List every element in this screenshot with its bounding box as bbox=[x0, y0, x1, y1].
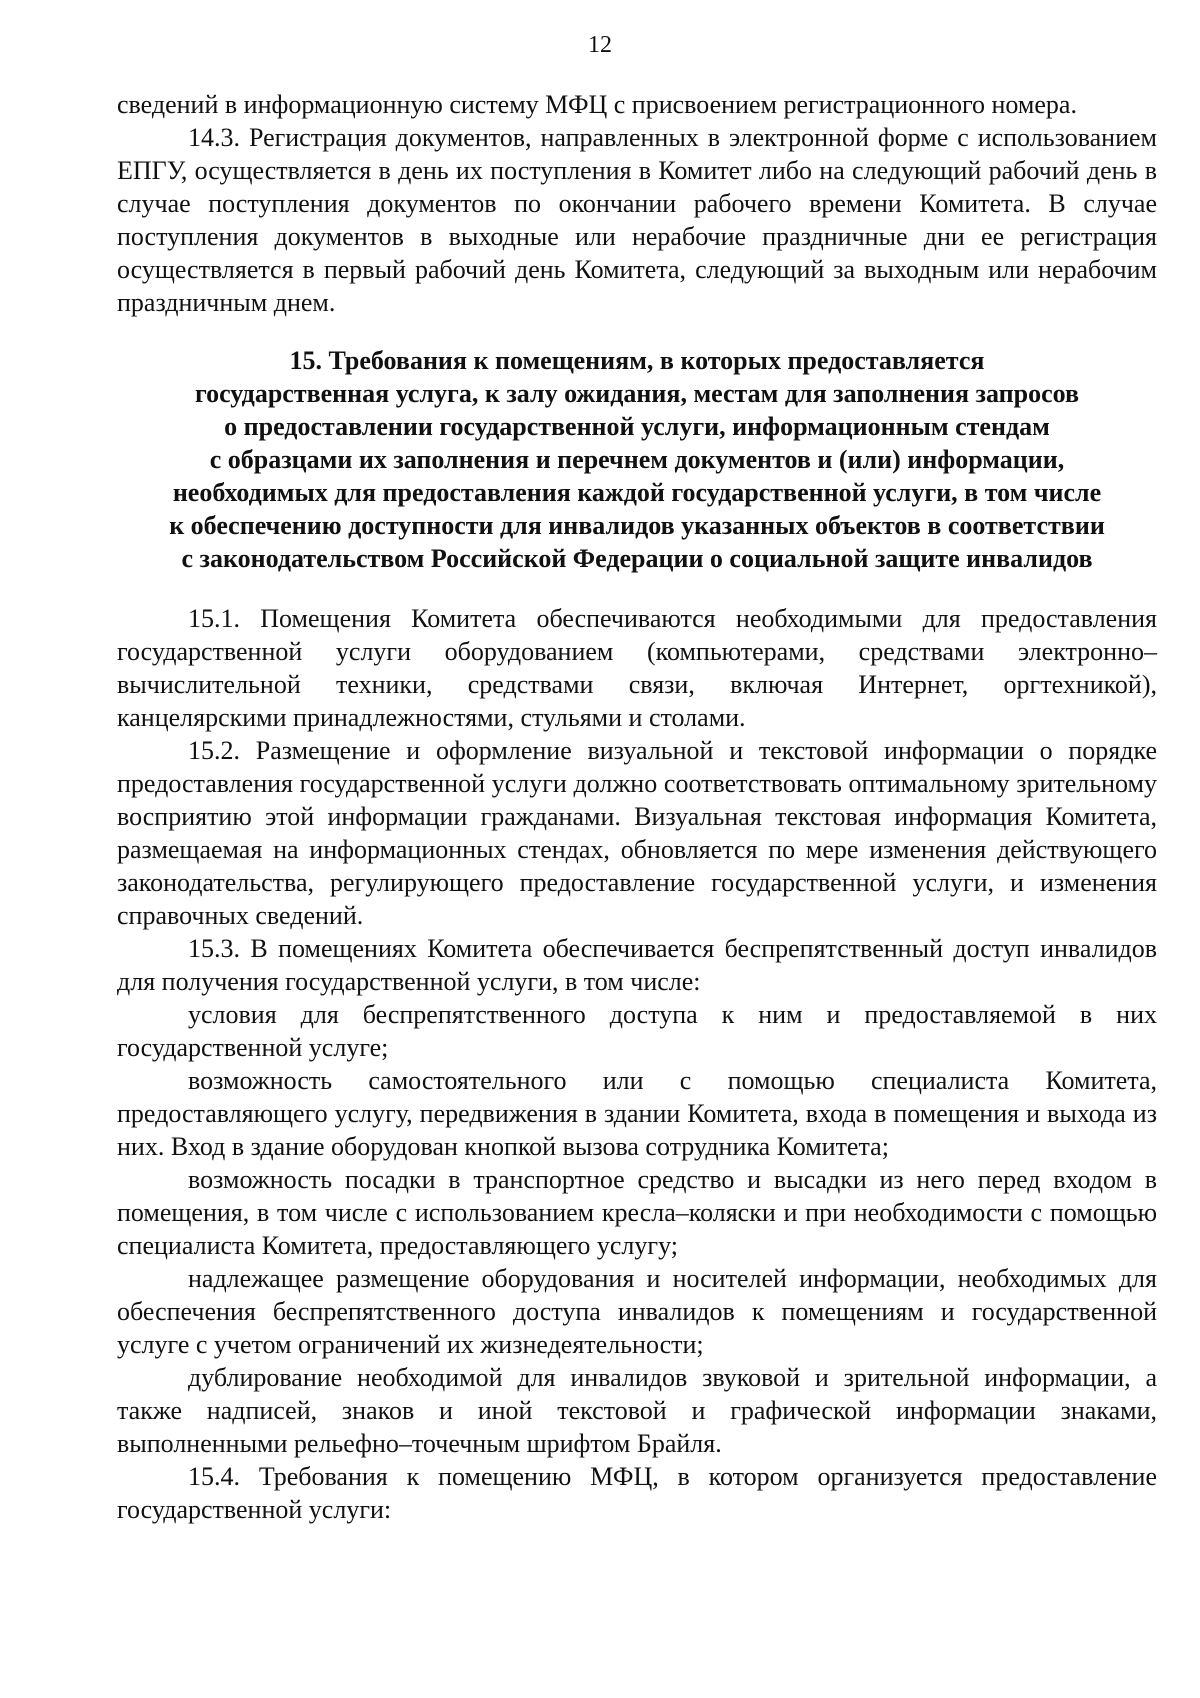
paragraph-15-2: 15.2. Размещение и оформление визуальной и текстовой информации о порядке предоставления государственной услуги должно соответствовать оптимальному зрительному восприятию этой информации гражданами. Визуальная текстовая информация Комитета, размещаемая на информационных стендах, обновляется по мере изменения действующего законодательства, регулирующего предоставление государственной услуги, и изменения справочных сведений. bbox=[117, 736, 1157, 930]
section-heading-15 bbox=[117, 344, 1157, 575]
heading-line: о предоставлении государственной услуги, информационным стендам bbox=[224, 412, 1050, 441]
list-item-braille: дублирование необходимой для инвалидов звуковой и зрительной информации, а также надписей, знаков и иной текстовой и графической информации знаками, выполненными рельефно–точечным шрифтом Брайля. bbox=[117, 1363, 1157, 1458]
heading-line: к обеспечению доступности для инвалидов указанных объектов в соответствии bbox=[169, 511, 1105, 540]
heading-line: 15. Требования к помещениям, в которых предоставляется bbox=[289, 346, 985, 375]
document-body bbox=[117, 88, 1157, 1526]
heading-line: государственная услуга, к залу ожидания, местам для заполнения запросов bbox=[194, 379, 1080, 408]
heading-line: необходимых для предоставления каждой государственной услуги, в том числе bbox=[172, 478, 1102, 507]
heading-line: с законодательством Российской Федерации о социальной защите инвалидов bbox=[181, 544, 1093, 573]
paragraph-15-4: 15.4. Требования к помещению МФЦ, в котором организуется предоставление государственной услуги: bbox=[117, 1462, 1157, 1524]
heading-line: с образцами их заполнения и перечнем документов и (или) информации, bbox=[209, 445, 1065, 474]
page-number: 12 bbox=[588, 32, 612, 58]
paragraph-15-1: 15.1. Помещения Комитета обеспечиваются необходимыми для предоставления государственной услуги оборудованием (компьютерами, средствами электронно–вычислительной техники, средствами связи, включая Интернет, оргтехникой), канцелярскими принадлежностями, стульями и столами. bbox=[117, 604, 1157, 732]
list-item-movement: возможность самостоятельного или с помощью специалиста Комитета, предоставляющего услугу, передвижения в здании Комитета, входа в помещения и выхода из них. Вход в здание оборудован кнопкой вызова сотрудника Комитета; bbox=[117, 1066, 1157, 1161]
paragraph-14-3: 14.3. Регистрация документов, направленных в электронной форме с использованием ЕПГУ, осуществляется в день их поступления в Комитет либо на следующий рабочий день в случае поступления документов по окончании рабочего времени Комитета. В случае поступления документов в выходные или нерабочие праздничные дни ее регистрация осуществляется в первый рабочий день Комитета, следующий за выходным или нерабочим праздничным днем. bbox=[117, 123, 1157, 317]
paragraph-15-3: 15.3. В помещениях Комитета обеспечивается беспрепятственный доступ инвалидов для получения государственной услуги, в том числе: bbox=[117, 934, 1157, 996]
list-item-conditions: условия для беспрепятственного доступа к ним и предоставляемой в них государственной услуге; bbox=[117, 1000, 1157, 1062]
list-item-equipment: надлежащее размещение оборудования и носителей информации, необходимых для обеспечения беспрепятственного доступа инвалидов к помещениям и государственной услуге с учетом ограничений их жизнедеятельности; bbox=[117, 1264, 1157, 1359]
paragraph-continuation: сведений в информационную систему МФЦ с присвоением регистрационного номера. bbox=[117, 90, 1077, 119]
list-item-transport: возможность посадки в транспортное средство и высадки из него перед входом в помещения, в том числе с использованием кресла–коляски и при необходимости с помощью специалиста Комитета, предоставляющего услугу; bbox=[117, 1165, 1157, 1260]
